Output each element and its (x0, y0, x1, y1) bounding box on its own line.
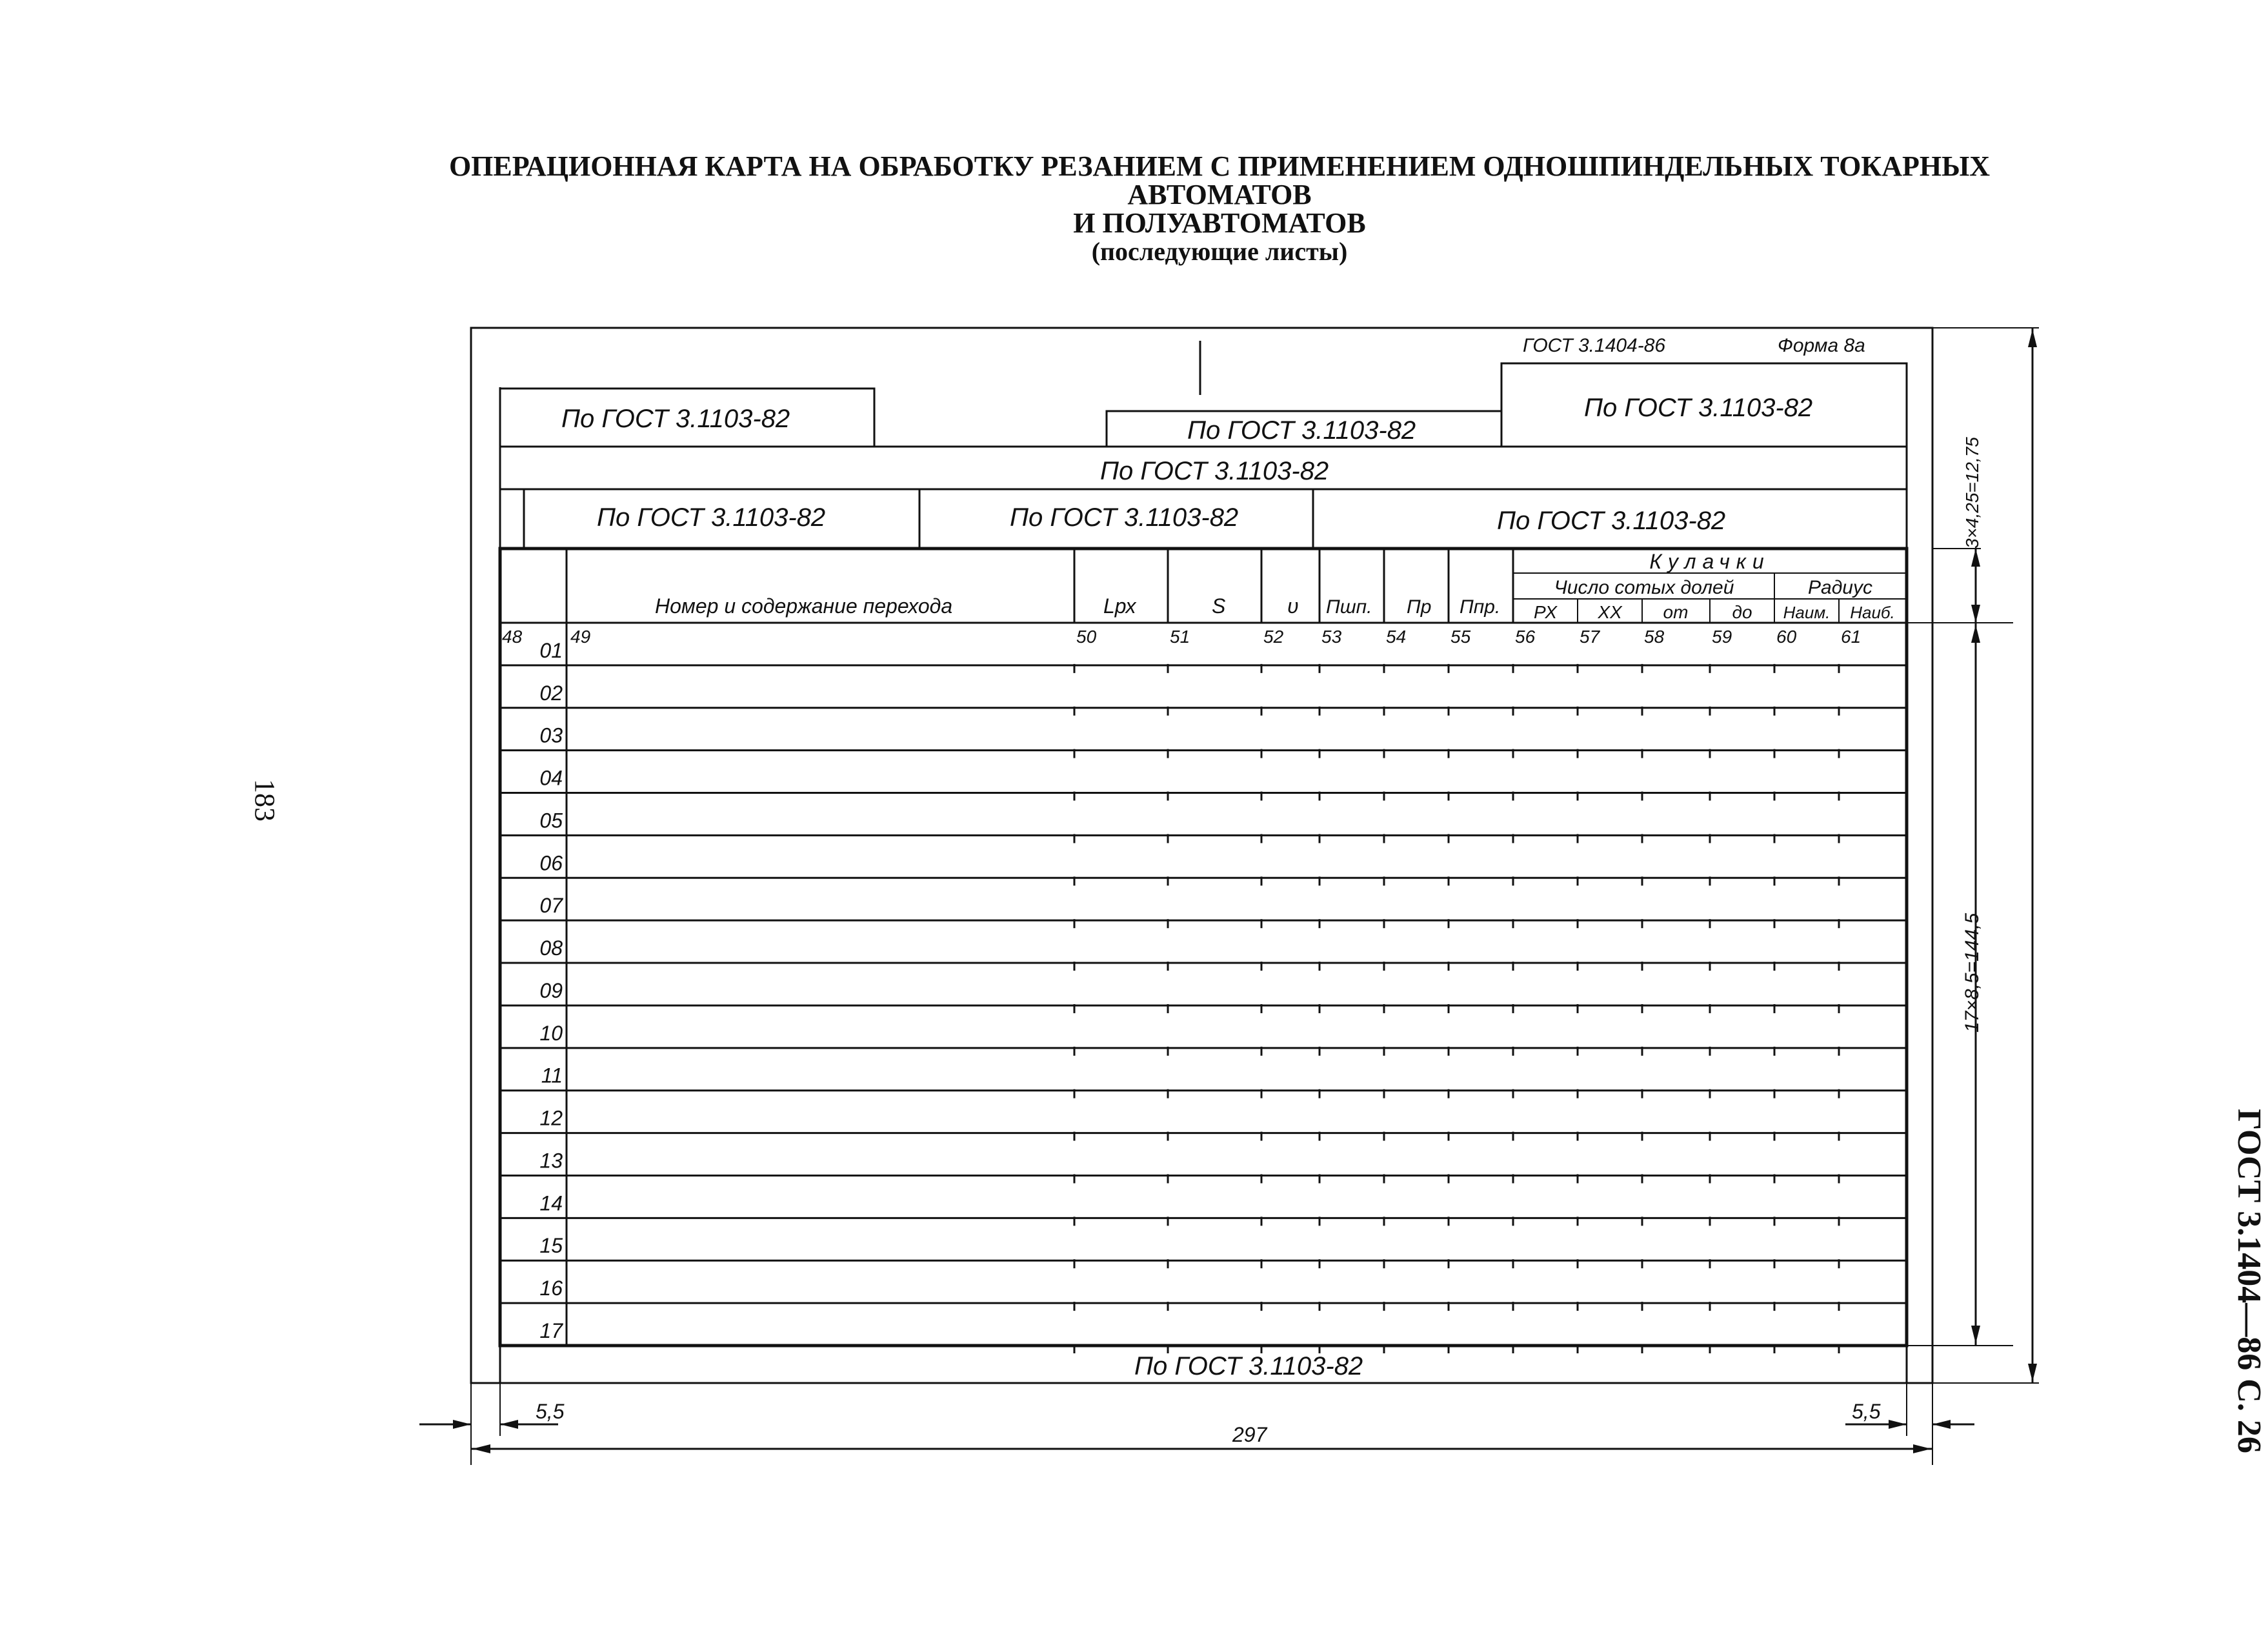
dim-body-height: 17×8,5=144,5 (1962, 913, 1983, 1033)
column-number-label: 56 (1515, 627, 1536, 647)
column-number-labels (502, 627, 1861, 647)
column-number-label: 53 (1321, 627, 1342, 647)
col-lpx-header: Lрх (1103, 594, 1136, 618)
sheet-frame (471, 328, 1932, 1383)
rx-header: РХ (1533, 602, 1558, 622)
row-number-label: 15 (539, 1234, 563, 1258)
row-number-label: 09 (539, 978, 563, 1002)
column-number-label: 58 (1644, 627, 1665, 647)
kulachki-header: Кулачки (1649, 550, 1771, 573)
naib-header: Наиб. (1850, 603, 1895, 622)
row-number-label: 13 (539, 1149, 563, 1173)
naim-header: Наим. (1783, 603, 1831, 622)
do-header: до (1732, 602, 1752, 622)
title-line-2: И ПОЛУАВТОМАТОВ (1073, 207, 1366, 239)
row-number-label: 16 (539, 1277, 563, 1300)
column-number-label: 57 (1580, 627, 1600, 647)
col-nshp-header: Пшп. (1326, 596, 1372, 618)
title-line-1: ОПЕРАЦИОННАЯ КАРТА НА ОБРАБОТКУ РЕЗАНИЕМ С ПРИМЕНЕНИЕМ ОДНОШПИНДЕЛЬНЫХ ТОКАРНЫХ АВТОМАТОВ (448, 150, 1991, 210)
form-name: Форма 8а (1778, 335, 1865, 356)
ref-cell-3-text: По ГОСТ 3.1103-82 (1497, 507, 1726, 535)
dim-header-height: 3×4,25=12,75 (1962, 437, 1982, 549)
column-number-label: 59 (1712, 627, 1732, 647)
column-number-label: 60 (1776, 627, 1797, 647)
xx-header: ХХ (1598, 602, 1622, 622)
document-subtitle: (последующие листы) (1091, 237, 1348, 266)
ref-cell-1-text: По ГОСТ 3.1103-82 (597, 503, 826, 532)
dim-margin-right: 5,5 (1852, 1400, 1881, 1423)
col-s-header: S (1212, 594, 1226, 618)
row-number-label: 11 (541, 1064, 563, 1087)
col-transition-header: Номер и содержание перехода (655, 594, 953, 618)
dim-margin-left: 5,5 (536, 1400, 565, 1423)
ref-cell-2-text: По ГОСТ 3.1103-82 (1010, 503, 1239, 532)
col-v-header: υ (1287, 594, 1299, 618)
column-number-label: 48 (502, 627, 523, 647)
side-gost-label: ГОСТ 3.1404—86 С. 26 (2231, 1109, 2267, 1453)
row-number-label: 06 (539, 851, 563, 875)
row-number-label: 10 (539, 1021, 563, 1045)
form-standard: ГОСТ 3.1404-86 (1523, 335, 1666, 356)
col-ppr-header: Ппр. (1460, 596, 1501, 618)
column-number-label: 54 (1386, 627, 1407, 647)
ref-box-right-text: По ГОСТ 3.1103-82 (1584, 394, 1813, 422)
row-number-label: 08 (539, 936, 563, 960)
ref-row-full-text: По ГОСТ 3.1103-82 (1100, 457, 1329, 485)
row-number-label: 07 (539, 894, 563, 918)
dim-width: 297 (1232, 1423, 1267, 1446)
column-number-label: 55 (1450, 627, 1471, 647)
main-table (500, 549, 1907, 1346)
row-number-label: 01 (539, 638, 563, 662)
row-number-label: 03 (539, 723, 563, 747)
page-number: 183 (249, 779, 281, 822)
chislo-header: Число сотых долей (1554, 577, 1734, 598)
table-body (500, 639, 1907, 1353)
column-number-label: 50 (1076, 627, 1097, 647)
row-number-label: 04 (539, 766, 563, 790)
row-number-label: 12 (539, 1106, 563, 1130)
column-number-label: 52 (1263, 627, 1284, 647)
ref-box-middle-text: По ГОСТ 3.1103-82 (1187, 416, 1416, 445)
radius-header: Радиус (1808, 577, 1872, 598)
ot-header: от (1663, 602, 1689, 622)
row-number-label: 14 (539, 1191, 563, 1215)
row-number-label: 02 (539, 681, 563, 705)
column-number-label: 51 (1170, 627, 1190, 647)
row-number-label: 17 (539, 1319, 563, 1342)
row-number-label: 05 (539, 809, 563, 833)
ref-box-left-text: По ГОСТ 3.1103-82 (561, 405, 790, 433)
column-number-label: 61 (1841, 627, 1862, 647)
footer-ref-text: По ГОСТ 3.1103-82 (1134, 1352, 1363, 1380)
col-pr-header: Пр (1407, 596, 1432, 618)
column-number-label: 49 (570, 627, 591, 647)
